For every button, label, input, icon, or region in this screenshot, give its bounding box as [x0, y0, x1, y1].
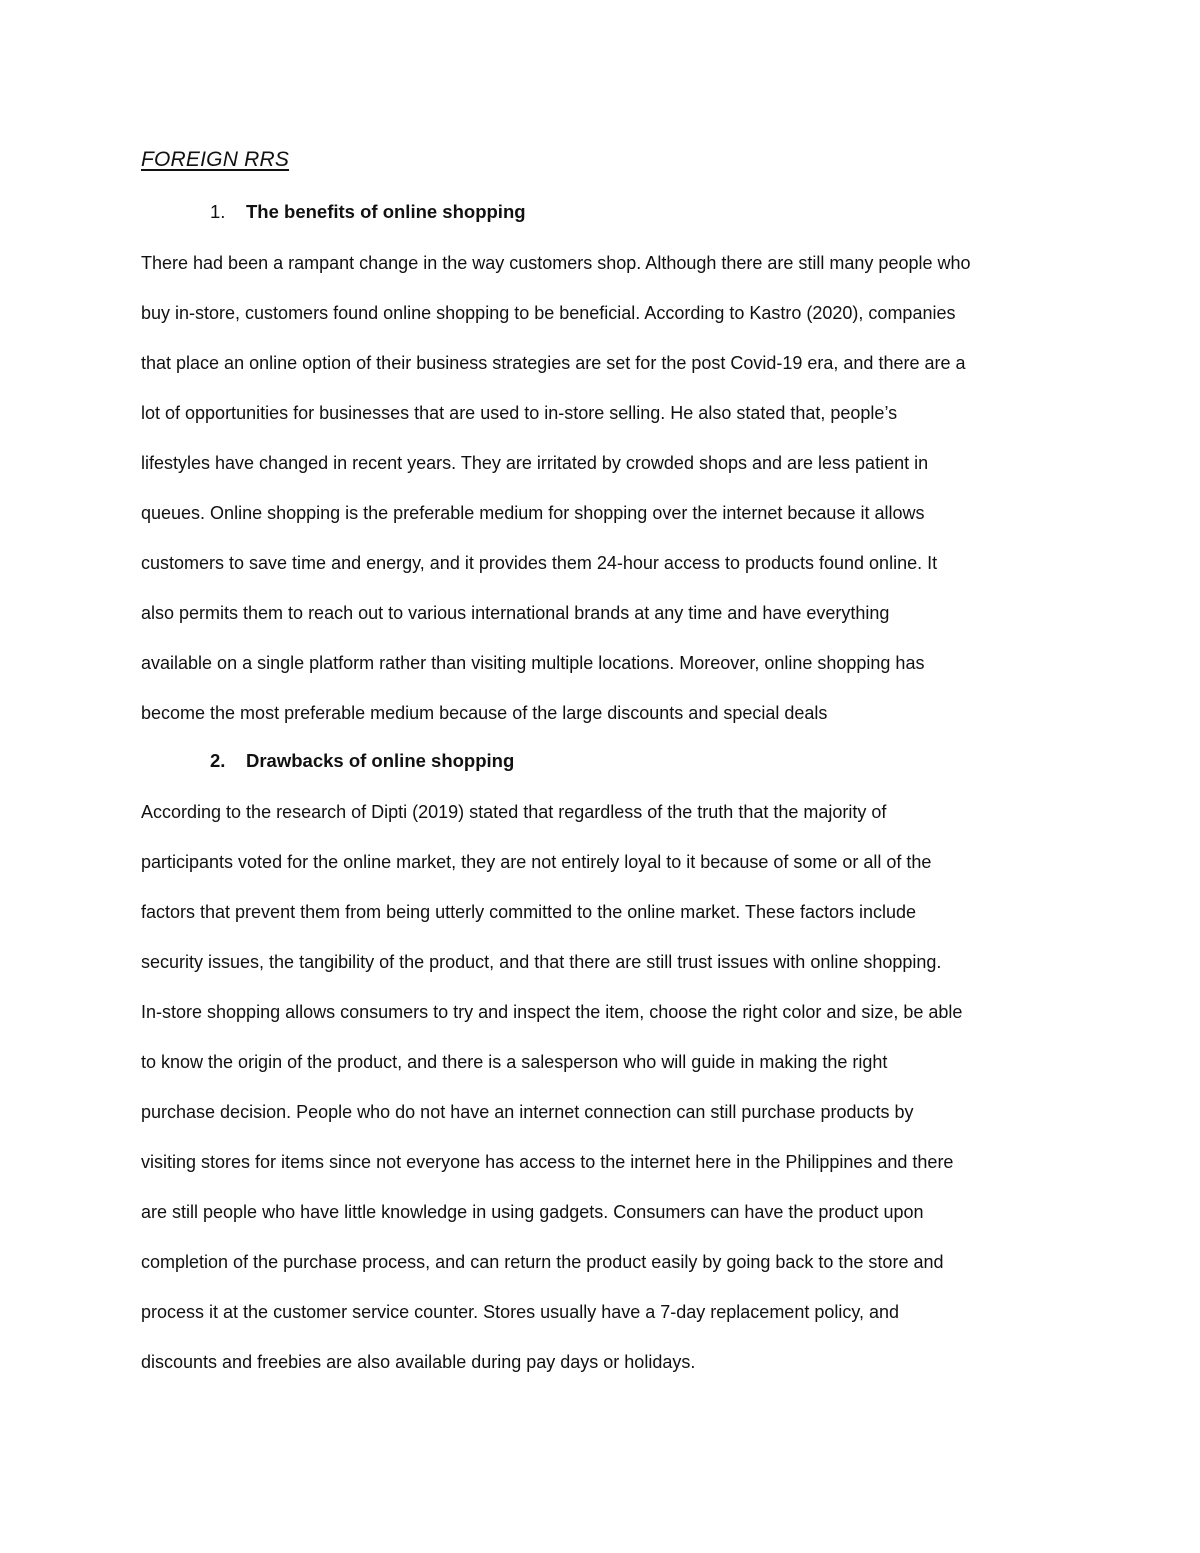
text-line: visiting stores for items since not everyone has access to the internet here in the Philippines and there [141, 1152, 954, 1172]
text-line: purchase decision. People who do not have an internet connection can still purchase products by [141, 1102, 914, 1122]
text-line: completion of the purchase process, and can return the product easily by going back to the store and [141, 1252, 944, 1272]
section-number: 2. [210, 750, 226, 771]
text-line: customers to save time and energy, and it provides them 24-hour access to products found online. It [141, 553, 938, 573]
text-line: discounts and freebies are also available during pay days or holidays. [141, 1352, 696, 1372]
text-line: buy in-store, customers found online shopping to be beneficial. According to Kastro (2020), companies [141, 303, 956, 323]
text-line: also permits them to reach out to various international brands at any time and have everything [141, 603, 890, 623]
text-line: participants voted for the online market, they are not entirely loyal to it because of some or all of the [141, 852, 932, 872]
document-title: FOREIGN RRS [141, 148, 290, 171]
text-line: security issues, the tangibility of the product, and that there are still trust issues with online shopping. [141, 952, 942, 972]
text-line: There had been a rampant change in the way customers shop. Although there are still many people who [141, 253, 971, 273]
section-heading-benefits [210, 201, 526, 223]
text-line: become the most preferable medium because of the large discounts and special deals [141, 703, 828, 723]
text-line: that place an online option of their business strategies are set for the post Covid-19 era, and there are a [141, 353, 966, 373]
text-line: In-store shopping allows consumers to try and inspect the item, choose the right color and size, be able [141, 1002, 963, 1022]
text-line: lifestyles have changed in recent years. They are irritated by crowded shops and are less patient in [141, 453, 929, 473]
text-line: factors that prevent them from being utterly committed to the online market. These factors include [141, 902, 917, 922]
text-line: According to the research of Dipti (2019) stated that regardless of the truth that the majority of [141, 802, 887, 822]
section-number: 1. [210, 201, 226, 222]
text-line: process it at the customer service counter. Stores usually have a 7-day replacement policy, and [141, 1302, 900, 1322]
section-heading-drawbacks [210, 750, 514, 772]
section-heading-text: Drawbacks of online shopping [246, 750, 515, 771]
text-line: are still people who have little knowledge in using gadgets. Consumers can have the product upon [141, 1202, 924, 1222]
text-line: available on a single platform rather than visiting multiple locations. Moreover, online shopping has [141, 653, 925, 673]
text-line: to know the origin of the product, and there is a salesperson who will guide in making the right [141, 1052, 888, 1072]
section-heading-text: The benefits of online shopping [246, 201, 526, 222]
text-line: queues. Online shopping is the preferable medium for shopping over the internet because it allows [141, 503, 925, 523]
text-line: lot of opportunities for businesses that are used to in-store selling. He also stated that, people’s [141, 403, 898, 423]
